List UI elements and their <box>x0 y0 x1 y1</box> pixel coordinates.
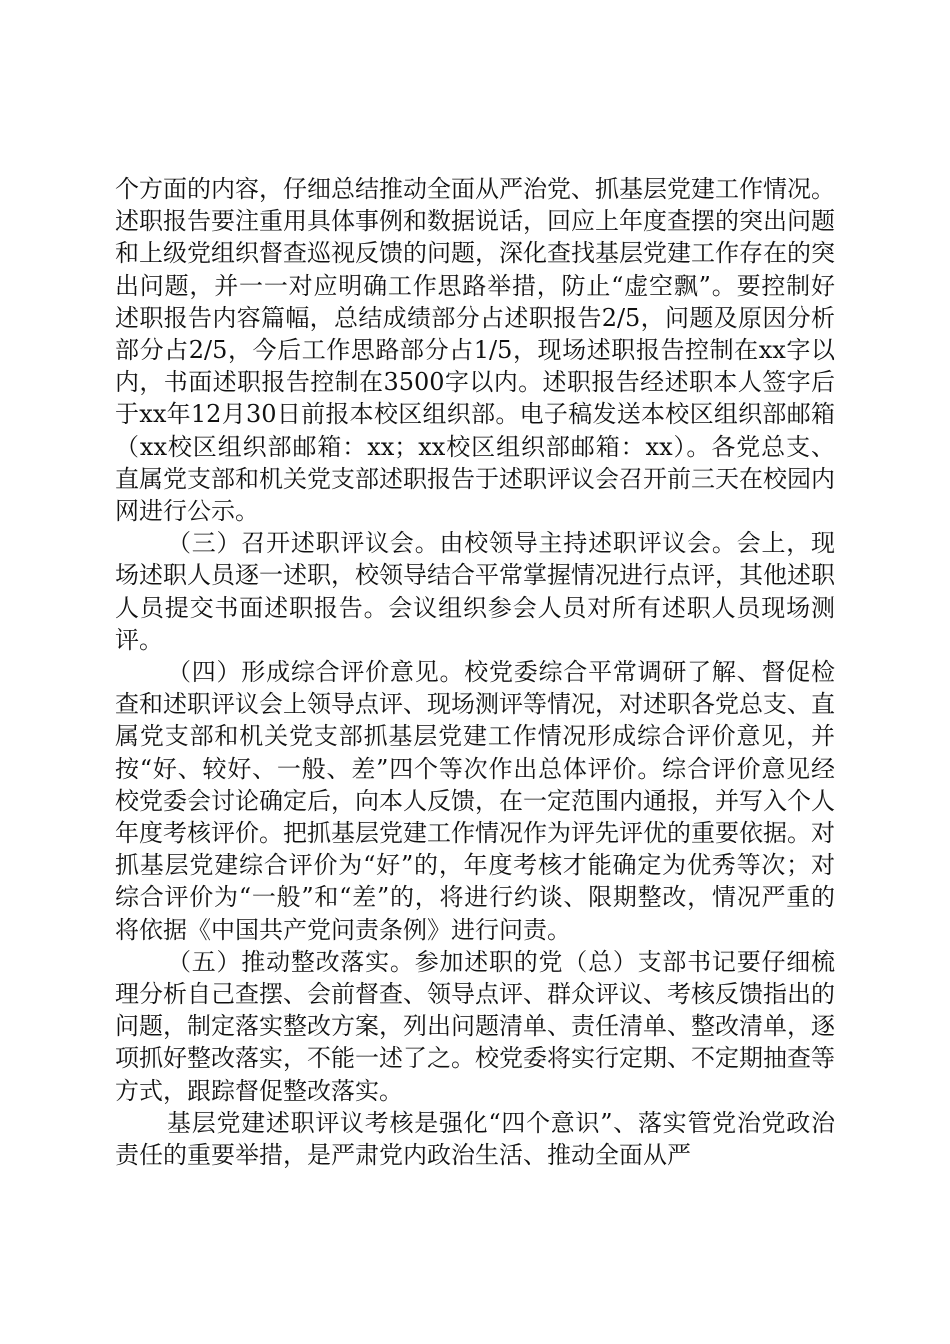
paragraph-conclusion: 基层党建述职评议考核是强化“四个意识”、落实管党治党政治责任的重要举措，是严肃党内政治生活、推动全面从严 <box>115 1108 835 1170</box>
paragraph-comprehensive-evaluation: （四）形成综合评价意见。校党委综合平常调研了解、督促检查和述职评议会上领导点评、现场测评等情况，对述职各党总支、直属党支部和机关党支部抓基层党建工作情况形成综合评价意见，并按“好、较好、一般、差”四个等次作出总体评价。综合评价意见经校党委会讨论确定后，向本人反馈，在一定范围内通报，并写入个人年度考核评价。把抓基层党建工作情况作为评先评优的重要依据。对抓基层党建综合评价为“好”的，年度考核才能确定为优秀等次；对综合评价为“一般”和“差”的，将进行约谈、限期整改，情况严重的将依据《中国共产党问责条例》进行问责。 <box>115 658 835 944</box>
paragraph-review-meeting: （三）召开述职评议会。由校领导主持述职评议会。会上，现场述职人员逐一述职，校领导结合平常掌握情况进行点评，其他述职人员提交书面述职报告。会议组织参会人员对所有述职人员现场测评。 <box>115 529 835 654</box>
document-body <box>115 173 835 1171</box>
paragraph-report-requirements: 个方面的内容，仔细总结推动全面从严治党、抓基层党建工作情况。述职报告要注重用具体事例和数据说话，回应上年度查摆的突出问题和上级党组织督查巡视反馈的问题，深化查找基层党建工作存在的突出问题，并一一对应明确工作思路举措，防止“虚空飘”。要控制好述职报告内容篇幅，总结成绩部分占述职报告2/5，问题及原因分析部分占2/5，今后工作思路部分占1/5，现场述职报告控制在xx字以内，书面述职报告控制在3500字以内。述职报告经述职本人签字后于xx年12月30日前报本校区组织部。电子稿发送本校区组织部邮箱（xx校区组织部邮箱：xx；xx校区组织部邮箱：xx）。各党总支、直属党支部和机关党支部述职报告于述职评议会召开前三天在校园内网进行公示。 <box>115 175 835 526</box>
paragraph-rectification: （五）推动整改落实。参加述职的党（总）支部书记要仔细梳理分析自己查摆、会前督查、领导点评、群众评议、考核反馈指出的问题，制定落实整改方案，列出问题清单、责任清单、整改清单，逐项抓好整改落实，不能一述了之。校党委将实行定期、不定期抽查等方式，跟踪督促整改落实。 <box>115 947 835 1105</box>
